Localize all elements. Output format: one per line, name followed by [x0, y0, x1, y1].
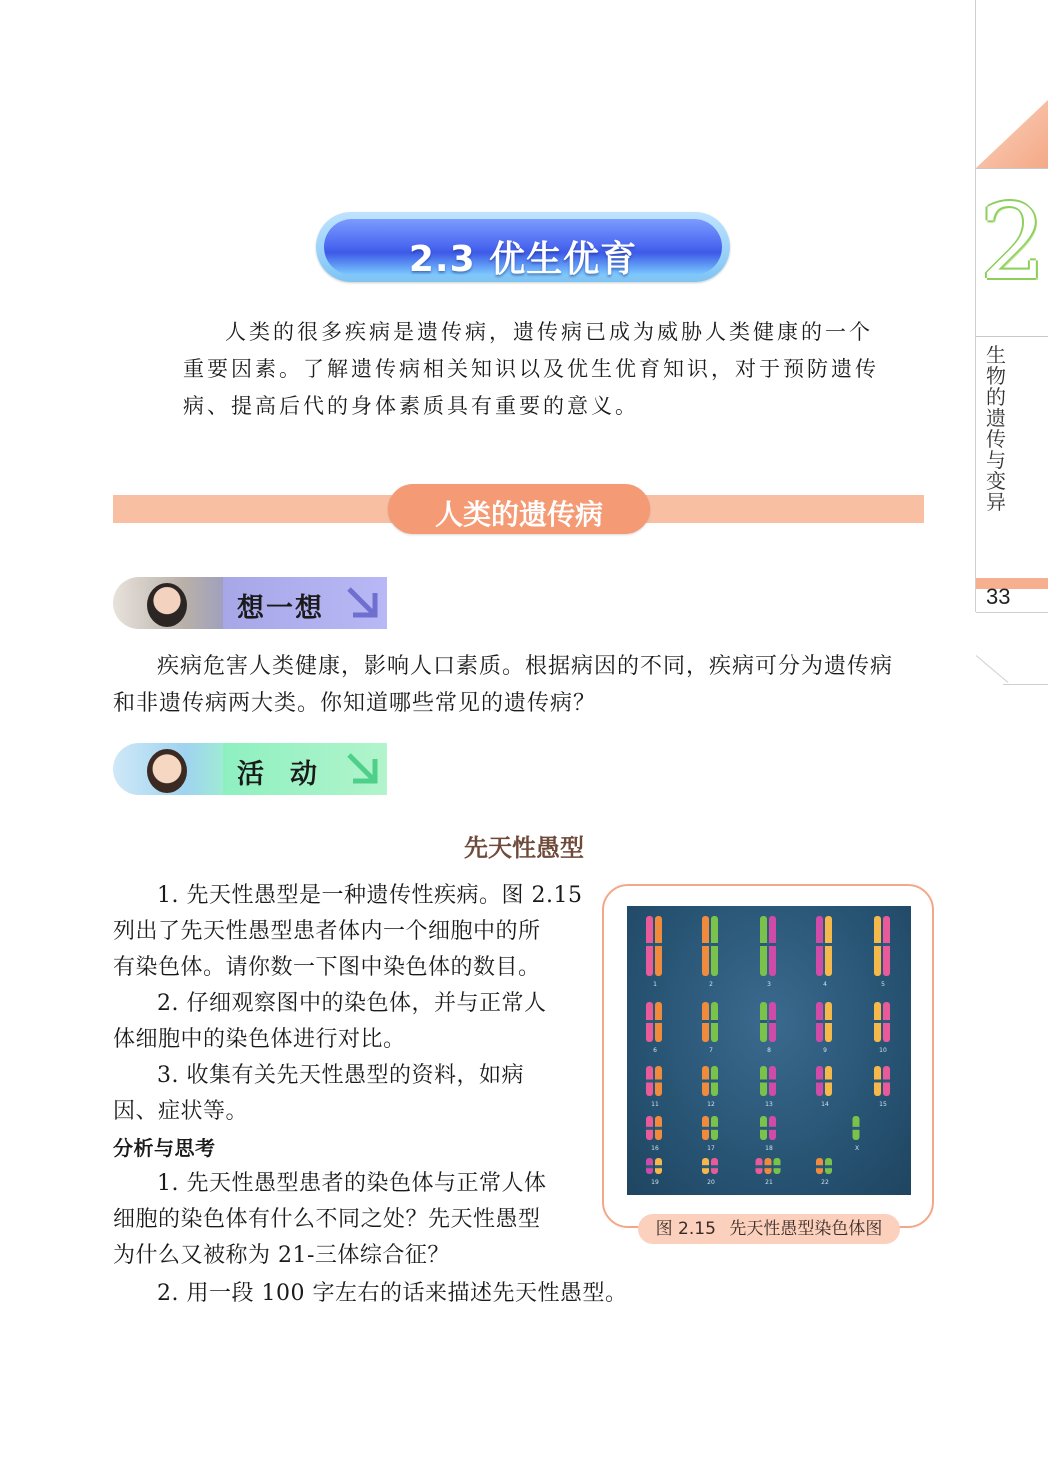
- subsection-title: 人类的遗传病: [434, 498, 603, 531]
- chromosome-pair-label: 6: [653, 1047, 657, 1054]
- chapter-number: 2: [979, 181, 1047, 303]
- section-intro: [183, 314, 883, 425]
- chromosome-centromere: [874, 1080, 881, 1083]
- intro-line: 人类的很多疾病是遗传病，遗传病已成为威胁人类健康的一个: [225, 320, 873, 344]
- think-label: 想一想: [237, 593, 324, 624]
- activity-line: 体细胞中的染色体进行对比。: [113, 1027, 406, 1052]
- chromosome-centromere: [816, 943, 823, 946]
- chromosome-centromere: [816, 1165, 823, 1168]
- chromosome-centromere: [711, 1127, 718, 1130]
- chromosome-centromere: [883, 1020, 890, 1023]
- subsection-pill: [388, 484, 650, 534]
- chromosome-centromere: [883, 943, 890, 946]
- chromosome-centromere: [655, 1127, 662, 1130]
- chromosome-pair-label: 15: [879, 1101, 887, 1108]
- chromosome-pair-label: 22: [821, 1179, 829, 1186]
- tab-border-line: [975, 0, 976, 612]
- chromosome-centromere: [825, 1165, 832, 1168]
- chromosome-centromere: [646, 1080, 653, 1083]
- chromosome-centromere: [702, 943, 709, 946]
- chromosome-centromere: [769, 1080, 776, 1083]
- chromosome-pair-label: 20: [707, 1179, 715, 1186]
- arrow-down-right-icon: [343, 583, 381, 623]
- chromosome-pair-label: 2: [709, 981, 713, 988]
- chromosome-centromere: [702, 1020, 709, 1023]
- activity-title: 先天性愚型: [464, 834, 584, 862]
- chromosome-pair-label: 3: [767, 981, 771, 988]
- think-tag: [113, 577, 387, 629]
- figure-caption: [638, 1214, 900, 1244]
- intro-line: 病、提高后代的身体素质具有重要的意义。: [183, 394, 639, 418]
- chromosome-pair-label: 16: [651, 1145, 659, 1152]
- chromosome-centromere: [646, 1165, 653, 1168]
- chromosome-centromere: [760, 1020, 767, 1023]
- think-paragraph: [113, 648, 943, 722]
- chromosome-centromere: [769, 1127, 776, 1130]
- figure-number: 图 2.15: [655, 1219, 716, 1239]
- chromosome-pair-label: 21: [765, 1179, 773, 1186]
- arrow-down-right-icon: [343, 749, 381, 789]
- chapter-title: 生物的遗传与变异: [986, 343, 1006, 514]
- tab-divider: [976, 336, 1048, 337]
- chromosome-centromere: [646, 1020, 653, 1023]
- chromosome-centromere: [655, 1020, 662, 1023]
- intro-line: 重要因素。了解遗传病相关知识以及优生优育知识，对于预防遗传: [183, 357, 879, 381]
- chromosome-centromere: [655, 1080, 662, 1083]
- chromosome-pair-label: 9: [823, 1047, 827, 1054]
- karyotype-chromosomes: [627, 906, 911, 1195]
- chromosome-centromere: [711, 1020, 718, 1023]
- section-title: 2.3 优生优育: [408, 239, 638, 280]
- chromosome-centromere: [816, 1080, 823, 1083]
- chromosome-centromere: [853, 1127, 860, 1130]
- chromosome-centromere: [765, 1165, 772, 1168]
- chromosome-pair-label: 12: [707, 1101, 715, 1108]
- page-number: 33: [986, 584, 1011, 609]
- chromosome-centromere: [702, 1127, 709, 1130]
- chromosome-centromere: [774, 1165, 781, 1168]
- activity-line: 2. 仔细观察图中的染色体，并与正常人: [157, 991, 547, 1016]
- activity-label: 活动: [237, 759, 343, 790]
- chromosome-pair-label: 5: [881, 981, 885, 988]
- chromosome-pair-label: 17: [707, 1145, 715, 1152]
- section-title-pill: [316, 212, 730, 282]
- chromosome-centromere: [825, 1080, 832, 1083]
- section-title-inner: [324, 219, 722, 280]
- girl-photo: [113, 577, 233, 629]
- chromosome-centromere: [711, 943, 718, 946]
- chromosome-pair-label: X: [854, 1145, 860, 1152]
- analysis-line: 细胞的染色体有什么不同之处？先天性愚型: [113, 1207, 541, 1232]
- chromosome-centromere: [655, 1165, 662, 1168]
- chromosome-centromere: [760, 943, 767, 946]
- chromosome-pair-label: 19: [651, 1179, 659, 1186]
- think-line: 疾病危害人类健康，影响人口素质。根据病因的不同，疾病可分为遗传病: [157, 654, 894, 679]
- analysis-line: 为什么又被称为 21-三体综合征？: [113, 1243, 450, 1268]
- chromosome-pair-label: 4: [823, 981, 827, 988]
- chromosome-centromere: [816, 1020, 823, 1023]
- tab-corner-triangle: [976, 100, 1048, 168]
- chromosome-centromere: [760, 1080, 767, 1083]
- chromosome-pair-label: 18: [765, 1145, 773, 1152]
- chromosome-centromere: [760, 1127, 767, 1130]
- chromosome-centromere: [702, 1080, 709, 1083]
- chromosome-centromere: [655, 943, 662, 946]
- chromosome-pair-label: 11: [651, 1101, 659, 1108]
- chromosome-centromere: [883, 1080, 890, 1083]
- tab-footer-bottom: [1003, 684, 1048, 685]
- karyotype-image: [627, 906, 911, 1195]
- chromosome-pair-label: 14: [821, 1101, 829, 1108]
- activity-tag: [113, 743, 387, 795]
- chromosome-centromere: [711, 1080, 718, 1083]
- analysis-line: 1. 先天性愚型患者的染色体与正常人体: [157, 1171, 547, 1196]
- think-line: 和非遗传病两大类。你知道哪些常见的遗传病？: [113, 691, 597, 716]
- activity-line: 1. 先天性愚型是一种遗传性疾病。图 2.15: [157, 883, 583, 908]
- chromosome-centromere: [702, 1165, 709, 1168]
- activity-line: 因、症状等。: [113, 1099, 249, 1124]
- boy-photo: [113, 743, 233, 795]
- activity-body: [113, 878, 583, 1274]
- chromosome-centromere: [769, 943, 776, 946]
- chromosome-pair-label: 8: [767, 1047, 771, 1054]
- chromosome-centromere: [874, 943, 881, 946]
- chromosome-pair-label: 7: [709, 1047, 713, 1054]
- chromosome-centromere: [646, 1127, 653, 1130]
- analysis-heading: 分析与思考: [113, 1136, 216, 1160]
- analysis-last-line: [113, 1276, 813, 1312]
- chromosome-pair-label: 10: [879, 1047, 887, 1054]
- chromosome-centromere: [874, 1020, 881, 1023]
- chromosome-centromere: [756, 1165, 763, 1168]
- chromosome-pair-label: 13: [765, 1101, 773, 1108]
- chromosome-centromere: [769, 1020, 776, 1023]
- tab-divider: [976, 168, 1048, 169]
- analysis-line: 2. 用一段 100 字左右的话来描述先天性愚型。: [157, 1281, 628, 1306]
- figure-caption-text: 先天性愚型染色体图: [729, 1219, 883, 1239]
- activity-line: 列出了先天性愚型患者体内一个细胞中的所: [113, 919, 541, 944]
- chromosome-centromere: [825, 943, 832, 946]
- tab-footer: [976, 612, 1048, 685]
- activity-line: 3. 收集有关先天性愚型的资料，如病: [157, 1063, 524, 1088]
- chromosome-pair-label: 1: [653, 981, 657, 988]
- chromosome-centromere: [646, 943, 653, 946]
- chromosome-centromere: [711, 1165, 718, 1168]
- chromosome-centromere: [825, 1020, 832, 1023]
- activity-line: 有染色体。请你数一下图中染色体的数目。: [113, 955, 541, 980]
